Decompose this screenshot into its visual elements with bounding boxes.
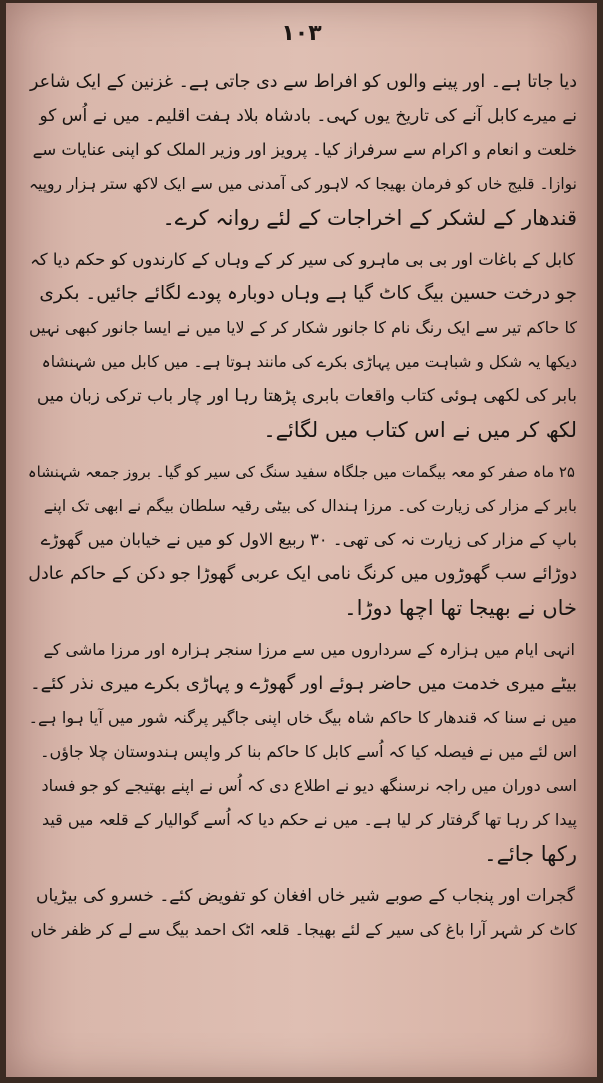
page-number: ۱۰۳ [281, 21, 322, 46]
paragraph-5 [28, 879, 577, 947]
text-line: دیا جاتا ہے۔ اور پینے والوں کو افراط سے دی جاتی ہے۔ غزنین کے ایک شاعر [30, 72, 577, 92]
text-line: کابل کے باغات اور بی بی ماہرو کی سیر کر کے وہاں کے کارندوں کو حکم دیا کہ [30, 250, 575, 269]
text-line: پیدا کر رہا تھا گرفتار کر لیا ہے۔ میں نے حکم دیا کہ اُسے گوالیار کے قلعہ میں قید [41, 810, 577, 829]
text-line: اسی دوران میں راجہ نرسنگھ دیو نے اطلاع دی کہ اُس نے اپنے بھتیجے کو جو فساد [41, 776, 577, 795]
text-line: میں نے سنا کہ قندھار کا حاکم شاہ بیگ خاں اپنی جاگیر پرگنہ شور میں آیا ہوا ہے۔ [28, 708, 577, 727]
text-line: خلعت و انعام و اکرام سے سرفراز کیا۔ پرویز اور وزیر الملک کو اپنی عنایات سے [32, 140, 577, 159]
text-line: دوڑائے سب گھوڑوں میں کرنگ نامی ایک عربی گھوڑا جو دکن کے حاکم عادل [28, 564, 577, 584]
text-line: رکھا جائے۔ [484, 842, 577, 866]
text-line: بیٹے میری خدمت میں حاضر ہوئے اور گھوڑے و پہاڑی بکرے میری نذر کئے۔ [30, 673, 577, 694]
text-line: خاں نے بھیجا تھا اچھا دوڑا۔ [344, 596, 577, 620]
text-line: کا حاکم تیر سے ایک رنگ نام کا جانور شکار کر کے لایا میں نے ایسا جانور کبھی نہیں [28, 318, 577, 337]
text-line: نوازا۔ قلیج خاں کو فرمان بھیجا کہ لاہور کی آمدنی میں سے ایک لاکھ ستر ہزار روپیہ [28, 175, 577, 193]
paragraph-1 [28, 65, 577, 235]
text-line: دیکھا یہ شکل و شباہت میں پہاڑی بکرے کی مانند ہوتا ہے۔ میں کابل میں شہنشاہ [41, 353, 577, 371]
text-line: نے میرے کابل آنے کی تاریخ یوں کہی۔ بادشاہ بلاد ہفت اقلیم۔ میں نے اُس کو [39, 106, 577, 126]
text-line: جو درخت حسین بیگ کاٹ گیا ہے وہاں دوبارہ پودے لگائے جائیں۔ بکری [39, 283, 577, 304]
text-line: بابر کی لکھی ہوئی کتاب واقعات بابری پڑھتا رہا اور چار باب ترکی زبان میں [36, 386, 577, 406]
text-line: اس لئے میں نے فیصلہ کیا کہ اُسے کابل کا حاکم بنا کر واپس ہندوستان چلا جاؤں۔ [40, 742, 577, 761]
body-text [28, 65, 577, 955]
text-line: بابر کے مزار کی زیارت کی۔ مرزا ہندال کی بیٹی رقیہ سلطان بیگم نے ابھی تک اپنے [43, 497, 577, 515]
text-line: باپ کے مزار کی زیارت نہ کی تھی۔ ۳۰ ربیع الاول کو میں نے خیابان میں گھوڑے [40, 530, 577, 549]
text-line: ۲۵ ماہ صفر کو معہ بیگمات میں جلگاہ سفید سنگ کی سیر کو گیا۔ بروز جمعہ شہنشاہ [28, 463, 575, 481]
text-line: کاٹ کر شہر آرا باغ کی سیر کے لئے بھیجا۔ قلعہ اٹک احمد بیگ سے لے کر ظفر خاں [30, 920, 577, 939]
text-line: گجرات اور پنجاب کے صوبے شیر خاں افغان کو تفویض کئے۔ خسرو کی بیڑیاں [35, 886, 575, 906]
paragraph-3 [28, 455, 577, 625]
paragraph-2 [28, 243, 577, 447]
text-line: قندھار کے لشکر کے اخراجات کے لئے روانہ کرے۔ [162, 206, 577, 230]
text-line: انہی ایام میں ہزارہ کے سرداروں میں سے مرزا سنجر ہزارہ اور مرزا ماشی کے [43, 640, 575, 659]
text-line: لکھ کر میں نے اس کتاب میں لگائے۔ [263, 418, 577, 442]
paragraph-4 [28, 633, 577, 871]
book-page [6, 3, 597, 1077]
